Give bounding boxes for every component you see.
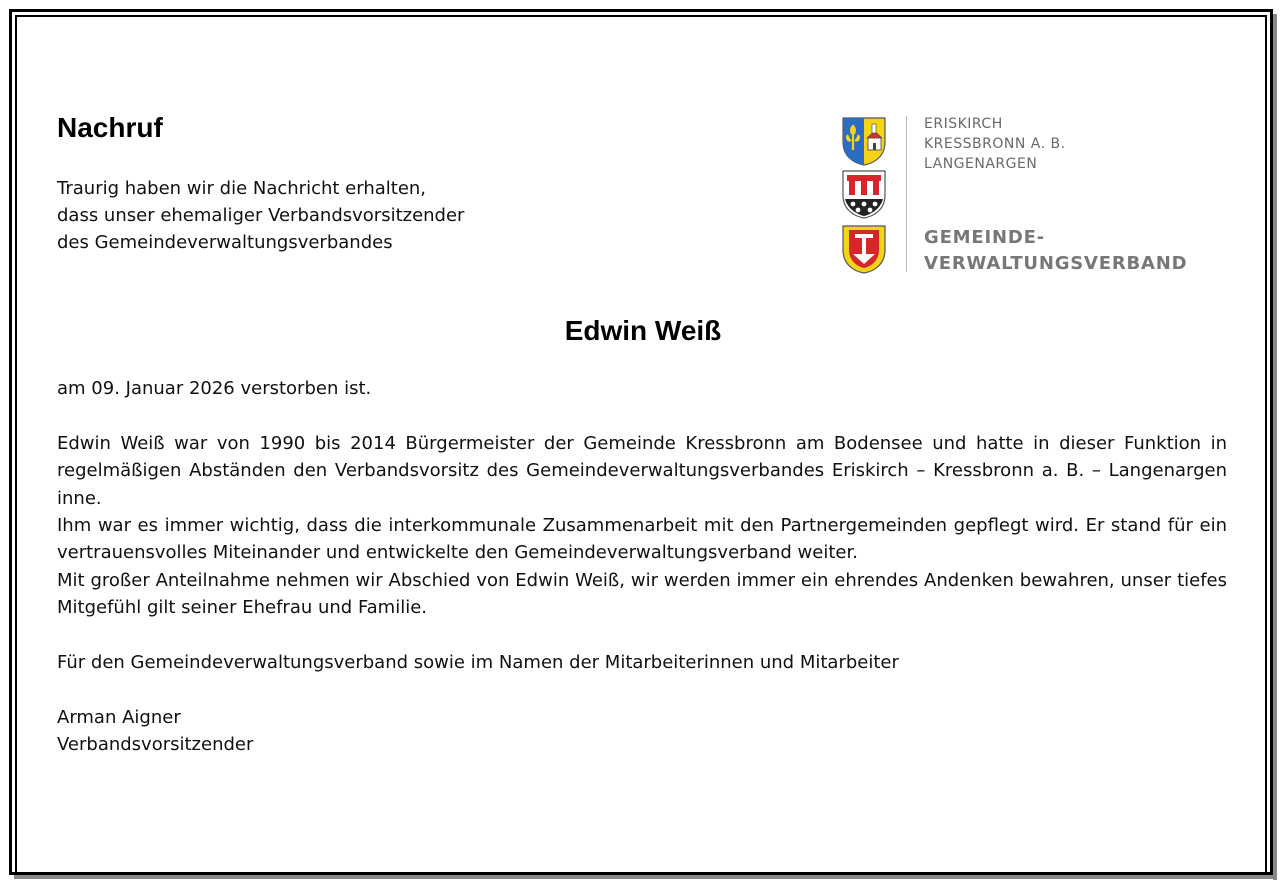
municipality-names xyxy=(924,114,1066,174)
signatory-name: Arman Aigner xyxy=(57,706,181,728)
organization-name-line: VERWALTUNGSVERBAND xyxy=(924,253,1188,274)
logo-divider xyxy=(906,116,907,272)
border-shadow-bottom xyxy=(14,875,1277,879)
intro-line: dass unser ehemaliger Verbandsvorsitzender xyxy=(57,205,465,226)
body-paragraph: Ihm war es immer wichtig, dass die interkommunale Zusammenarbeit mit den Partnergemeinden gepflegt wird. Er stand für ein vertrauensvolles Miteinander und entwickelte den Gemeindeverwaltungsverband weiter. xyxy=(57,515,1227,564)
municipality-name: KRESSBRONN A. B. xyxy=(924,136,1066,152)
kressbronn-crest-icon xyxy=(841,169,887,219)
closing-line: Für den Gemeindeverwaltungsverband sowie im Namen der Mitarbeiterinnen und Mitarbeiter xyxy=(57,652,899,674)
organization-logo xyxy=(838,112,1198,282)
obituary-body xyxy=(57,375,1227,759)
border-shadow-right xyxy=(1273,14,1277,880)
body-paragraph: Edwin Weiß war von 1990 bis 2014 Bürgermeister der Gemeinde Kressbronn am Bodensee und hatte in dieser Funktion in regelmäßigen Abständen den Verbandsvorsitz des Gemeindeverwaltungsverbandes Eriskirch – Kressbronn a. B. – Langenargen inne. xyxy=(57,432,1227,509)
body-paragraph: Mit großer Anteilnahme nehmen wir Abschied von Edwin Weiß, wir werden immer ein ehrendes Andenken bewahren, unser tiefes Mitgefühl gilt seiner Ehefrau und Familie. xyxy=(57,569,1227,619)
document-title: Nachruf xyxy=(57,112,163,143)
municipality-name: LANGENARGEN xyxy=(924,156,1038,172)
date-line: am 09. Januar 2026 verstorben ist. xyxy=(57,378,372,399)
intro-text xyxy=(57,175,464,256)
organization-name-line: GEMEINDE- xyxy=(924,227,1045,248)
langenargen-crest-icon xyxy=(841,224,887,274)
intro-line: des Gemeindeverwaltungsverbandes xyxy=(57,232,393,253)
eriskirch-crest-icon xyxy=(841,116,887,166)
organization-name xyxy=(924,225,1187,277)
deceased-name: Edwin Weiß xyxy=(564,315,722,346)
signatory-role: Verbandsvorsitzender xyxy=(57,734,254,756)
intro-line: Traurig haben wir die Nachricht erhalten, xyxy=(57,178,427,199)
municipality-name: ERISKIRCH xyxy=(924,116,1003,132)
